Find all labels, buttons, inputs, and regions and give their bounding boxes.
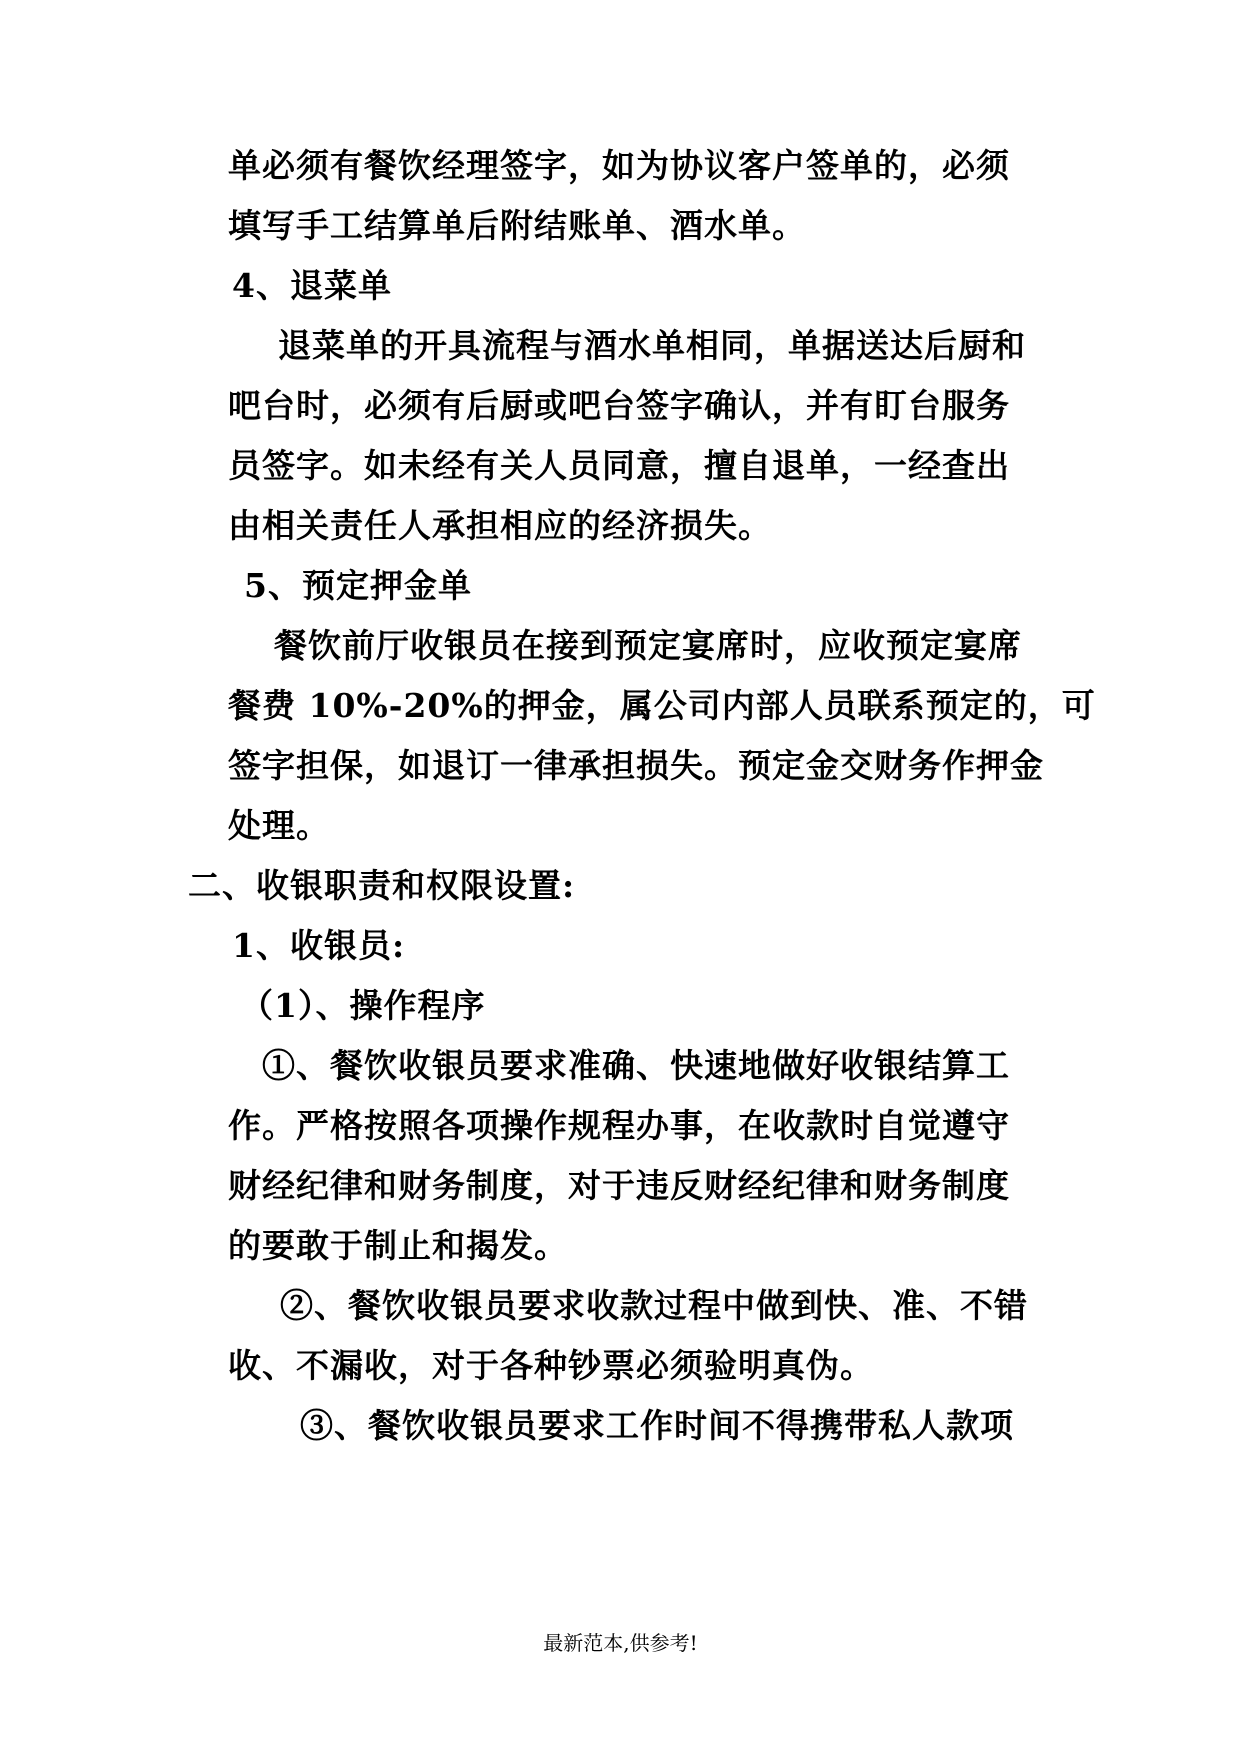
text-line: 员签字。如未经有关人员同意，擅自退单，一经查出 [228, 446, 1010, 485]
text-line: 单必须有餐饮经理签字，如为协议客户签单的，必须 [228, 146, 1010, 185]
text-line: 财经纪律和财务制度，对于违反财经纪律和财务制度 [228, 1166, 1010, 1205]
text-line: 餐费 10%-20%的押金，属公司内部人员联系预定的，可 [228, 686, 1096, 725]
text-line: ③、餐饮收银员要求工作时间不得携带私人款项 [300, 1406, 1014, 1445]
text-line: ②、餐饮收银员要求收款过程中做到快、准、不错 [280, 1286, 1028, 1325]
text-line: 收、不漏收，对于各种钞票必须验明真伪。 [228, 1346, 874, 1385]
section-heading: 4、退菜单 [232, 266, 392, 305]
text-line: 退菜单的开具流程与酒水单相同，单据送达后厨和 [278, 326, 1026, 365]
text-line: 填写手工结算单后附结账单、酒水单。 [228, 206, 806, 245]
page-footer: 最新范本,供参考! [543, 1631, 698, 1655]
text-line: 吧台时，必须有后厨或吧台签字确认，并有盯台服务 [228, 386, 1010, 425]
text-line: 的要敢于制止和揭发。 [228, 1226, 568, 1265]
section-heading: 5、预定押金单 [244, 566, 472, 605]
text-line: 作。严格按照各项操作规程办事，在收款时自觉遵守 [228, 1106, 1010, 1145]
sub-heading: 1、收银员: [232, 926, 406, 965]
text-line: 处理。 [228, 806, 330, 845]
text-line: 餐饮前厅收银员在接到预定宴席时，应收预定宴席 [274, 626, 1022, 665]
sub-heading: （1）、操作程序 [240, 986, 486, 1025]
text-line: ①、餐饮收银员要求准确、快速地做好收银结算工 [262, 1046, 1010, 1085]
text-line: 由相关责任人承担相应的经济损失。 [228, 506, 772, 545]
section-heading: 二、收银职责和权限设置: [188, 866, 576, 905]
text-line: 签字担保，如退订一律承担损失。预定金交财务作押金 [228, 746, 1044, 785]
